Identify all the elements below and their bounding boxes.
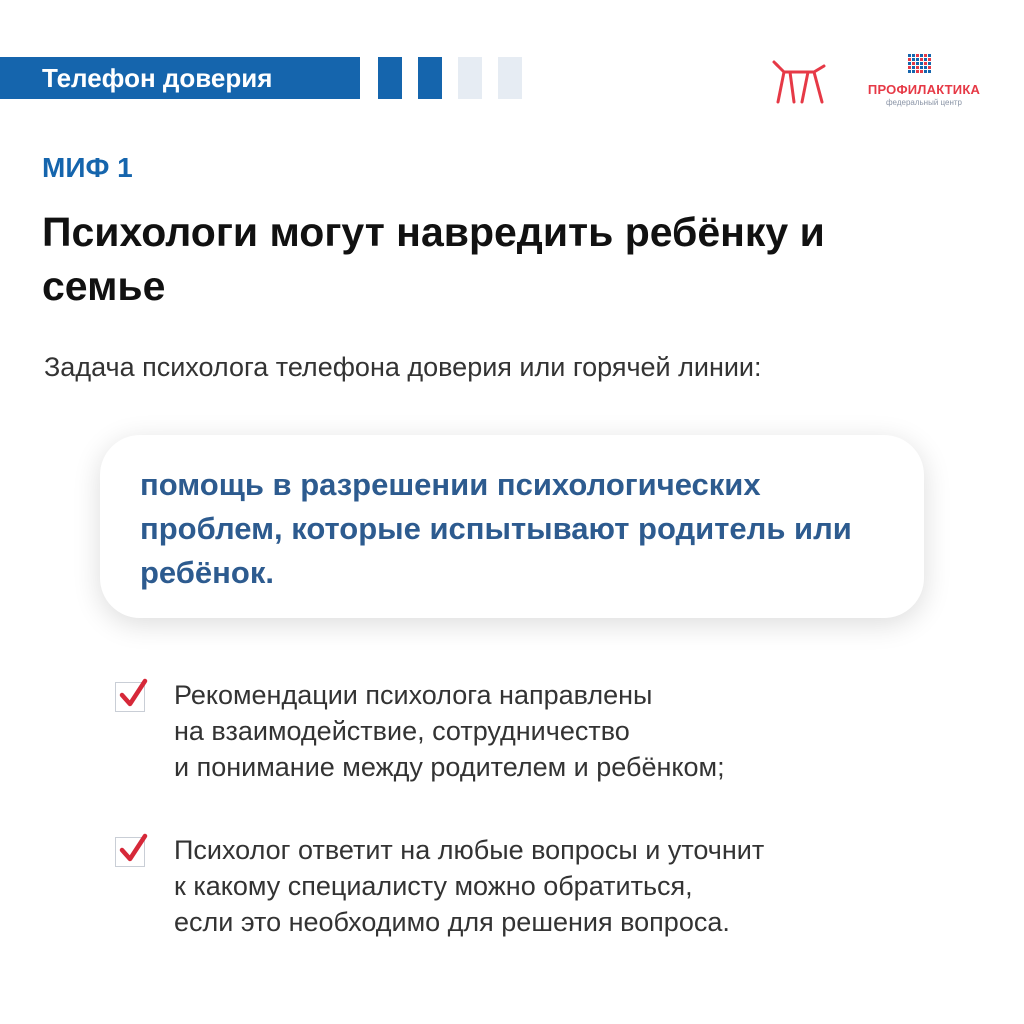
header-stripe: [418, 57, 442, 99]
horse-logo-icon: [770, 58, 830, 106]
header-stripe: [378, 57, 402, 99]
brand-logo: [858, 54, 990, 110]
header-label: Телефон доверия: [0, 57, 360, 99]
grid-logo-icon: [908, 54, 931, 73]
highlight-text: помощь в разрешении психологических проблем, которые испытывают родитель или ребёнок.: [140, 467, 852, 590]
checkmark-icon: [115, 837, 145, 867]
brand-name: ПРОФИЛАКТИКА: [867, 82, 981, 97]
header-stripe: [458, 57, 482, 99]
myth-label: МИФ 1: [42, 152, 133, 183]
highlight-card: [100, 435, 924, 618]
header-stripe: [498, 57, 522, 99]
checklist-item-text: Психолог ответит на любые вопросы и уточнит к какому специалисту можно обратиться, если это необходимо для решения вопроса.: [174, 835, 765, 937]
intro-text: Задача психолога телефона доверия или горячей линии:: [44, 352, 762, 382]
brand-subtitle: федеральный центр: [885, 98, 963, 107]
checklist-item-text: Рекомендации психолога направлены на взаимодействие, сотрудничество и понимание между родителем и ребёнком;: [174, 680, 725, 782]
myth-title: Психологи могут навредить ребёнку и семье: [42, 209, 825, 309]
checkmark-icon: [115, 682, 145, 712]
